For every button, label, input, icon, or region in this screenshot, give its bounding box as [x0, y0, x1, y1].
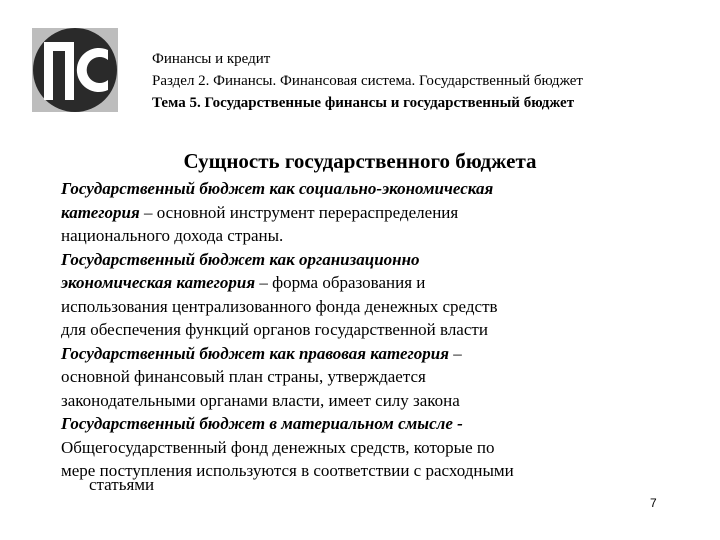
body-line [61, 177, 661, 201]
body-text: использования централизованного фонда денежных средств [61, 296, 498, 316]
body-emphasis: категория [61, 202, 140, 222]
body-line [61, 271, 661, 295]
slide-header [152, 48, 712, 114]
body-emphasis: Государственный бюджет как социально-экономическая [61, 179, 494, 198]
body-text: законодательными органами власти, имеет силу закона [61, 390, 460, 410]
body-line [61, 295, 661, 319]
body-line [61, 318, 661, 342]
body-text: – основной инструмент перераспределения [139, 202, 459, 222]
body-emphasis: Государственный бюджет как правовая категория [61, 343, 450, 363]
body-text: статьями [89, 474, 155, 494]
body-emphasis: экономическая категория [61, 273, 256, 292]
logo-ps-icon [32, 28, 118, 112]
body-line [61, 412, 661, 436]
body-line [61, 201, 661, 225]
course-title: Финансы и кредит [152, 51, 271, 67]
section-title: Раздел 2. Финансы. Финансовая система. Государственный бюджет [152, 73, 583, 89]
body-line [61, 365, 661, 389]
logo [32, 28, 118, 112]
body-emphasis: Государственный бюджет как организационно [61, 249, 420, 269]
body-line [61, 389, 661, 413]
body-line [61, 224, 661, 248]
body-emphasis: Государственный бюджет в материальном смысле - [61, 414, 463, 433]
body-text: для обеспечения функций органов государственной власти [61, 320, 488, 339]
body-text: национального дохода страны. [61, 226, 284, 245]
body-line [61, 342, 661, 366]
slide-body [61, 177, 661, 493]
body-line [61, 248, 661, 272]
body-text: – форма образования и [255, 273, 426, 292]
body-text: основной финансовый план страны, утверждается [61, 367, 426, 386]
slide-title: Сущность государственного бюджета [183, 149, 537, 173]
body-line [61, 436, 661, 460]
topic-title: Тема 5. Государственные финансы и государственный бюджет [152, 95, 575, 111]
page-number: 7 [650, 496, 657, 510]
body-text: мере поступления используются в соответствии с расходными [61, 461, 514, 480]
body-text: – [449, 343, 462, 363]
body-text: Общегосударственный фонд денежных средств, которые по [61, 437, 495, 457]
